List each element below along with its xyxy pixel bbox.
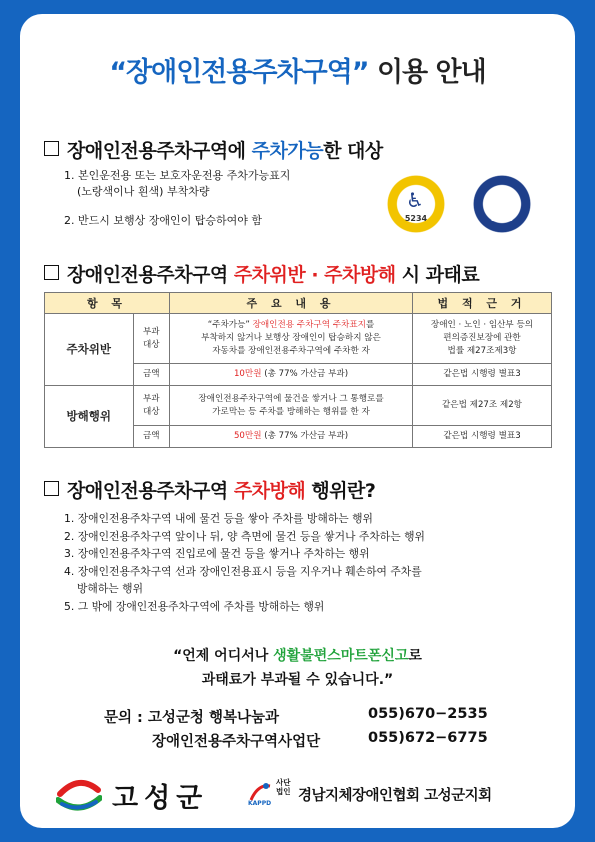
contact-phone1: 055)670−2535: [368, 706, 488, 722]
quote-a: “언제 어디서나: [173, 648, 274, 664]
county-name: 고성군: [112, 783, 209, 814]
row1-content-c: 를 부착하지 않거나 보행상 장애인이 탑승하지 않은 자동차를 장애인전용주차구역에 주차한 자: [201, 320, 381, 356]
table-cell-content: 장애인전용주차구역에 물건을 쌓거나 그 통행로를 가로막는 등 주차를 방해하는 행위를 한 자: [170, 386, 413, 426]
title-quoted: “장애인전용주차구역”: [109, 57, 369, 88]
section1-heading-a: 장애인전용주차구역에: [67, 140, 252, 162]
table-cell-amount: [170, 426, 413, 448]
quote-app-name: 생활불편스마트폰신고: [273, 648, 409, 664]
list-item: 5. 그 밖에 장애인전용주차구역에 주차를 방해하는 행위: [64, 599, 325, 613]
section3-heading-b: 주차방해: [233, 480, 306, 502]
table-header: 주 요 내 용: [170, 293, 413, 314]
fine-table: [44, 292, 552, 448]
section2-heading: [44, 260, 479, 287]
section1-heading-c: 한 대상: [323, 140, 383, 162]
table-cell-law: 같은법 제27조 제2항: [413, 386, 552, 426]
wheelchair-icon: ♿: [492, 188, 510, 212]
kappd-logo-icon: [248, 780, 274, 806]
report-quote: [20, 644, 575, 692]
page-title: [20, 50, 575, 89]
section2-heading-a: 장애인전용주차구역: [67, 264, 234, 286]
list-item: 1. 장애인전용주차구역 내에 물건 등을 쌓아 주차를 방해하는 행위: [64, 512, 373, 525]
section1-item1: [64, 168, 290, 200]
section3-heading-c: 행위란?: [305, 480, 376, 502]
table-cell-content: [170, 314, 413, 364]
org-legal-tag: [276, 778, 291, 796]
section3-list: [64, 510, 425, 615]
quote-c: 로: [408, 648, 422, 664]
list-item: 4. 장애인전용주차구역 선과 장애인전용표시 등을 지우거나 훼손하여 주차를: [64, 564, 422, 578]
org-tag-2: 법인: [276, 787, 291, 796]
contact-label2: 장애인전용주차구역사업단: [152, 734, 321, 750]
table-row: [45, 386, 552, 426]
table-cell-sub: 금액: [133, 364, 169, 386]
row2-amount-note: (총 77% 가산금 부과): [261, 431, 349, 441]
white-parking-badge: [472, 174, 532, 234]
contact-label: 문의 : 고성군청 행복나눔과: [104, 710, 280, 726]
section1-heading: [44, 136, 383, 163]
org-tag-1: 사단: [276, 778, 291, 787]
checkbox-icon: [44, 265, 59, 280]
table-cell-sub: 금액: [133, 426, 169, 448]
section3-heading-a: 장애인전용주차구역: [67, 480, 234, 502]
section1-heading-b: 주차가능: [251, 140, 324, 162]
row1-amount: 10만원: [233, 369, 262, 379]
quote-line2: 과태료가 부과될 수 있습니다.”: [201, 672, 394, 688]
list-item: 2. 장애인전용주차구역 앞이나 뒤, 양 측면에 물건 등을 쌓거나 주차하는 행위: [64, 529, 425, 543]
table-cell-amount: [170, 364, 413, 386]
list-item: 3. 장애인전용주차구역 진입로에 물건 등을 쌓거나 주차하는 행위: [64, 547, 370, 560]
kappd-text: KAPPD: [248, 800, 272, 806]
table-header: 항 목: [45, 293, 170, 314]
wheelchair-icon: ♿: [406, 188, 424, 212]
checkbox-icon: [44, 481, 59, 496]
county-emblem-icon: [56, 772, 102, 812]
yellow-parking-badge: [386, 174, 446, 234]
badge2-number: 5678: [490, 214, 514, 223]
org-name: 경남지체장애인협회 고성군지회: [298, 788, 492, 804]
section3-heading: [44, 476, 375, 503]
row2-amount: 50만원: [233, 431, 262, 441]
section1-item1-line2: (노랑색이나 흰색) 부착차량: [77, 185, 210, 198]
row1-content-a: “주차가능”: [207, 320, 253, 330]
section1-item2: 2. 반드시 보행상 장애인이 탑승하여야 함: [64, 214, 262, 227]
table-header-row: [45, 293, 552, 314]
table-cell-law: 같은법 시행령 별표3: [413, 426, 552, 448]
table-header: 법 적 근 거: [413, 293, 552, 314]
contact-phone2: 055)672−6775: [368, 730, 488, 746]
row1-amount-note: (총 77% 가산금 부과): [261, 369, 349, 379]
table-cell-category: 주차위반: [45, 314, 134, 386]
table-cell-category: 방해행위: [45, 386, 134, 448]
table-cell-law: 장애인 · 노인 · 임산부 등의 편의증진보장에 관한 법률 제27조제3항: [413, 314, 552, 364]
section1-item1-line1: 1. 본인운전용 또는 보호자운전용 주차가능표지: [64, 169, 291, 182]
table-row: [45, 314, 552, 364]
poster-sheet: [20, 14, 575, 828]
table-cell-sub: 부과 대상: [133, 386, 169, 426]
row1-content-b: 장애인전용 주차구역 주차표지: [252, 320, 366, 330]
table-cell-law: 같은법 시행령 별표3: [413, 364, 552, 386]
badge1-number: 5234: [404, 214, 428, 223]
table-cell-sub: 부과 대상: [133, 314, 169, 364]
checkbox-icon: [44, 141, 59, 156]
section2-heading-b: 주차위반 · 주차방해: [233, 264, 396, 286]
list-item: 방해하는 행위: [77, 582, 144, 595]
title-rest: 이용 안내: [368, 57, 486, 88]
section2-heading-c: 시 과태료: [395, 264, 480, 286]
